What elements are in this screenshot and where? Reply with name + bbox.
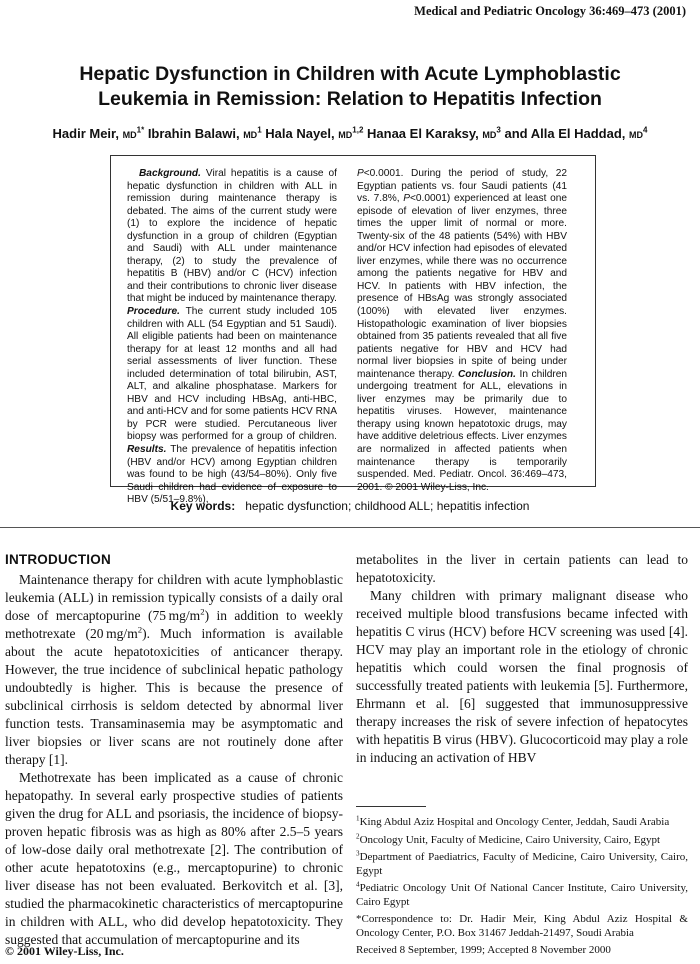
intro-paragraph-2-continued: metabolites in the liver in certain patients can lead to hepatotoxicity. — [356, 552, 688, 585]
author-affiliation-mark: 1 — [257, 125, 262, 135]
author-name: Ibrahin Balawi, — [147, 126, 240, 141]
title-line-2: Leukemia in Remission: Relation to Hepatitis Infection — [98, 88, 602, 110]
author-name: Hanaa El Karaksy, — [367, 126, 479, 141]
copyright-notice: © 2001 Wiley-Liss, Inc. — [5, 944, 124, 958]
author-affiliation-mark: 4 — [643, 125, 648, 135]
abstract-left-column — [127, 168, 337, 507]
abstract-right-column — [357, 168, 567, 494]
intro-paragraph-2: Methotrexate has been implicated as a cause of chronic hepatopathy. In several early prospective studies of patients given the drug for ALL and psoriasis, the incidence of biopsy-proven hepatic fibrosis was as high as 80% after 2.5–5 years of low-dose daily oral methotrexate [2]. The contribution of other acute hepatotoxins (e.g., mercaptopurine) to chronic liver disease has not been evaluated. Berkovitch et al. [3], studied the pharmacokinetic characteristics of mercaptopurine in children with ALL, who did develop hepatotoxicity. They suggested that accumulation of mercaptopurine and its — [5, 770, 343, 947]
abstract-results-label: Results. — [127, 444, 167, 456]
intro-paragraph-1: Maintenance therapy for children with acute lymphoblastic leukemia (ALL) in remission typically consists of a daily oral dose of mercaptopurine (75 $mg/m^2$) in addition to weekly methotrexate (20 $mg/m^2$). Much information is available about the acute hepatotoxicities of anticancer therapy. However, the true incidence of subclinical hepatic pathology undoubtedly is higher. This is because the presence of subclinical cirrhosis is seldom detected by abnormal liver function tests. Transaminasemia may be asymptomatic and liver biopsies or liver scans are not routinely done after therapy [1]. — [5, 572, 344, 767]
abstract-conclusion-text: In children undergoing treatment for ALL, elevations in liver enzymes may be primarily due to hepatitis viruses. However, maintenance therapy using known hepatotoxic drugs, may have additive deletrious effects. Liver enzymes are normalized in affected patients when maintenance therapy is temporarily suspended. Med. Pediatr. Oncol. 36:469–473, 2001. © 2001 Wiley-Liss, Inc. — [357, 368, 567, 493]
author-affiliation-mark: 3 — [496, 125, 501, 135]
footnotes — [356, 806, 688, 962]
keywords-label: Key words: — [170, 499, 236, 513]
abstract-procedure-label: Procedure. — [127, 306, 180, 318]
journal-header: Medical and Pediatric Oncology 36:469–473 (2001) — [414, 4, 686, 18]
author-degree: MD — [122, 130, 137, 140]
abstract-results-continued-2: <0.0001) experienced at least one episode of elevation of liver enzymes, three times the upper limit of normal or more. Twenty-six of the 48 patients (54%) with HBV and/or HCV infection had episodes of elevated liver enzymes, while there was no occurrence among the patients negative for HBV and HCV. In patients with HBV infection, the presence of HBsAg was strongly associated (100%) with elevated liver enzymes. Histopathologic examination of liver biopsies obtained from 35 patients revealed that all five patients negative for HBV and HCV had normal liver biopsies in spite of being under maintenance therapy. — [357, 193, 567, 380]
abstract-p-symbol: P — [403, 193, 411, 205]
keywords-text: hepatic dysfunction; childhood ALL; hepatitis infection — [245, 499, 530, 513]
received-dates: Received 8 September, 1999; Accepted 8 November 2000 — [356, 944, 611, 956]
author-degree: MD — [482, 130, 497, 140]
abstract-results-text: The prevalence of hepatitis infection (HBV and/or HCV) among Egyptian children was found to be high (43/54–80%). Only five Saudi children had evidence of exposure to HBV (5/51–9.8%), — [127, 444, 337, 506]
author-name: and Alla El Haddad, — [504, 126, 626, 141]
abstract-results-continued: <0.0001. During the period of study, 22 Egyptian patients vs. four Saudi patients (41 vs. 7.8%, — [357, 168, 567, 205]
footnote-affiliation: $^1$King Abdul Aziz Hospital and Oncology Center, Jeddah, Saudi Arabia — [356, 814, 670, 828]
body-left-column — [5, 551, 343, 949]
keywords — [0, 499, 700, 513]
abstract-procedure-text: The current study included 105 children with ALL (54 Egyptian and 51 Saudi). All eligible patients had been on maintenance therapy for at least 12 months and all had serial assessments of liver function. These included determination of total bilirubin, AST, ALT, and alkaline phosphatase. Markers for HBV and HCV including HBsAg, anti-HBC, and anti-HCV and for some patients HCV RNA by PCR were studied. Percutaneous liver biopsy was performed for a group of children. — [127, 306, 337, 443]
abstract-background-text: Viral hepatitis is a cause of hepatic dysfunction in children with ALL in remission during maintenance therapy is debated. The aims of the current study were (1) to explore the incidence of hepatic dysfunction in a group of children (Egyptian and Saudi) with ALL under maintenance therapy, (2) to study the prevalence of hepatitis B (HBV) and/or C (HCV) infection and their contributions to chronic liver disease that might be induced by maintenance therapy. — [127, 168, 337, 305]
body-right-column — [356, 551, 688, 767]
abstract-p-symbol: P — [357, 168, 364, 179]
author-degree: MD — [338, 130, 353, 140]
author-list — [10, 126, 690, 141]
footnote-affiliation: $^4$Pediatric Oncology Unit Of National Cancer Institute, Cairo University, Cairo Egypt — [356, 880, 688, 908]
footnote-affiliation: $^3$Department of Paediatrics, Faculty of Medicine, Cairo University, Cairo, Egypt — [356, 849, 688, 877]
author-name: Hadir Meir, — [52, 126, 119, 141]
abstract-background-label: Background. — [139, 168, 201, 179]
author-name: Hala Nayel, — [265, 126, 335, 141]
abstract-conclusion-label: Conclusion. — [457, 368, 516, 380]
intro-heading: INTRODUCTION — [5, 552, 111, 567]
section-divider — [0, 527, 700, 528]
author-affiliation-mark: 1* — [136, 125, 145, 135]
footnote-affiliation: $^2$Oncology Unit, Faculty of Medicine, Cairo University, Cairo, Egypt — [356, 831, 661, 846]
author-degree: MD — [629, 130, 643, 140]
article-title — [0, 62, 700, 112]
intro-paragraph-3: Many children with primary malignant disease who received multiple blood transfusions became infected with hepatitis C virus (HCV) before HCV screening was used [4]. HCV may play an important role in the etiology of chronic hepatitis which could worsen the final prognosis of successfully treated patients with leukemia [5]. Furthermore, Ehrmann et al. [6] suggested that immunosuppressive therapy increases the risk of severe infection of hepatocytes with hepatitis B virus (HBV). Glucocorticoid may play a role in inducing an activation of HBV — [356, 588, 688, 765]
footnote-rule — [356, 806, 426, 807]
author-affiliation-mark: 1,2 — [352, 125, 364, 135]
correspondence-note: *Correspondence to: Dr. Hadir Meir, King Abdul Aziz Hospital & Oncology Center, P.O. Box 31467 Jeddah-21497, Soudi Arabia — [356, 913, 688, 939]
author-degree: MD — [243, 130, 258, 140]
title-line-1: Hepatic Dysfunction in Children with Acute Lymphoblastic — [79, 63, 621, 85]
